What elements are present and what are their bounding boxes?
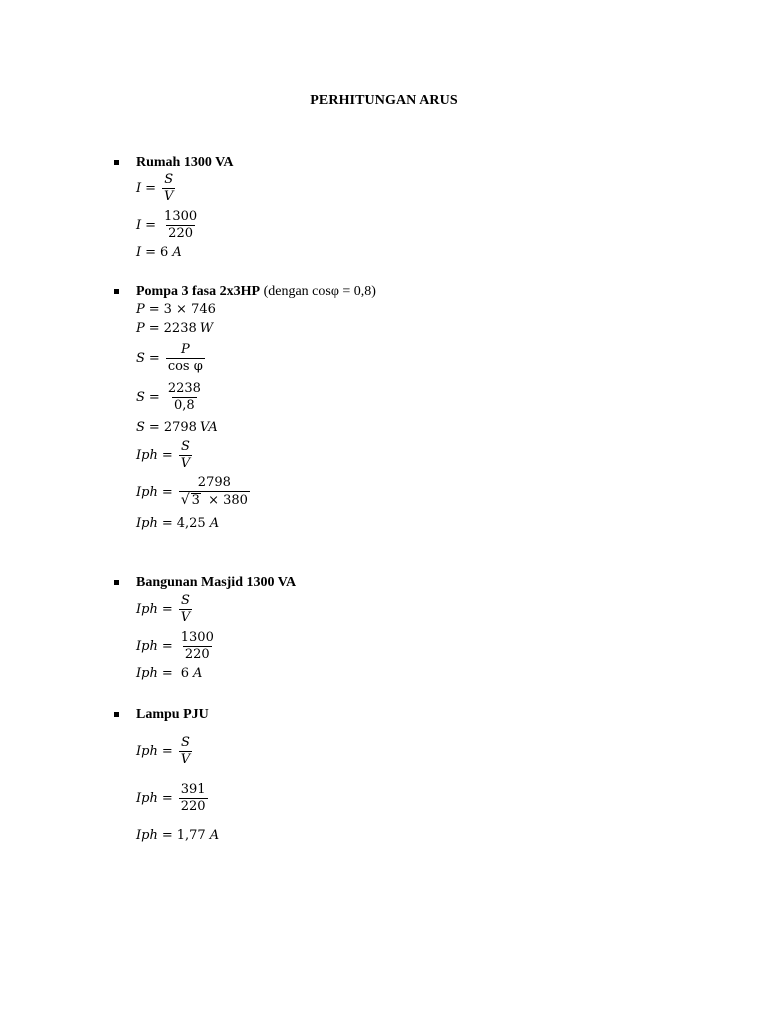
eq-value: 3 × 746 [163, 302, 216, 317]
numerator: S [180, 439, 190, 454]
equation-phase-current-substitution [136, 782, 208, 815]
equation-power-result [136, 321, 213, 336]
denominator: V [180, 752, 191, 767]
heading-text: Bangunan Masjid 1300 VA [136, 575, 297, 590]
section-heading [0, 706, 768, 724]
equation-apparent-result [136, 420, 218, 435]
heading-text: Pompa 3 fasa 2x3HP [136, 284, 261, 299]
equals-sign: = [148, 420, 160, 435]
eq-lhs: S [136, 351, 145, 366]
denominator: 220 [184, 647, 210, 662]
equation-apparent-formula [136, 342, 205, 375]
denominator: 0,8 [174, 398, 195, 413]
eq-value: 4,25 [176, 516, 206, 531]
denominator: V [180, 610, 191, 625]
bullet-icon [114, 289, 119, 294]
equals-sign: = [145, 245, 157, 260]
eq-unit: W [199, 321, 214, 336]
denominator [179, 491, 250, 509]
eq-lhs: S [136, 390, 145, 405]
numerator: 2798 [197, 475, 231, 490]
section-pju [0, 706, 768, 724]
equals-sign: = [145, 181, 157, 196]
bullet-icon [114, 712, 119, 717]
eq-unit: A [172, 245, 182, 260]
fraction [162, 209, 199, 242]
eq-lhs: Iph [136, 448, 158, 463]
denominator-rest: × 380 [208, 493, 248, 508]
equation-phase-current-substitution [136, 630, 216, 663]
equals-sign: = [161, 666, 173, 681]
fraction [179, 593, 192, 626]
equals-sign: = [161, 828, 173, 843]
denominator: 220 [168, 226, 193, 241]
fraction [179, 475, 250, 509]
section-pompa [0, 283, 768, 301]
section-masjid [0, 574, 768, 592]
bullet-icon [114, 580, 119, 585]
equals-sign: = [161, 791, 173, 806]
eq-lhs: Iph [136, 791, 158, 806]
fraction [179, 630, 216, 663]
eq-value: 2798 [163, 420, 197, 435]
eq-value: 1,77 [176, 828, 206, 843]
radicand: 3 [191, 493, 200, 508]
heading-text: Lampu PJU [136, 707, 209, 722]
bullet-icon [114, 160, 119, 165]
equation-phase-current-formula [136, 735, 192, 768]
numerator: 391 [180, 782, 206, 797]
equals-sign: = [148, 321, 160, 336]
numerator: S [180, 735, 190, 750]
equals-sign: = [148, 302, 160, 317]
numerator: S [180, 593, 190, 608]
eq-unit: A [209, 516, 220, 531]
equals-sign: = [148, 390, 160, 405]
eq-value: 2238 [163, 321, 197, 336]
section-heading [0, 154, 768, 172]
fraction [179, 735, 192, 768]
section-heading [0, 283, 768, 301]
equals-sign: = [161, 602, 173, 617]
eq-unit: A [209, 828, 220, 843]
eq-lhs: Iph [136, 666, 158, 681]
numerator: P [180, 342, 190, 357]
eq-lhs: I [136, 218, 142, 233]
equation-phase-current-result [136, 828, 219, 843]
eq-value: 6 [160, 245, 169, 260]
equals-sign: = [161, 484, 173, 500]
section-rumah [0, 154, 768, 172]
eq-lhs: Iph [136, 516, 158, 531]
equals-sign: = [161, 448, 173, 463]
denominator: V [180, 456, 191, 471]
equals-sign: = [161, 516, 173, 531]
page-title: PERHITUNGAN ARUS [310, 93, 458, 108]
numerator: 2238 [167, 381, 201, 396]
eq-lhs: Iph [136, 602, 158, 617]
eq-lhs: P [136, 302, 145, 317]
eq-unit: VA [199, 420, 218, 435]
eq-lhs: I [136, 245, 142, 260]
eq-lhs: I [136, 181, 142, 196]
equation-apparent-substitution [136, 381, 203, 414]
fraction [166, 381, 203, 414]
heading-text: Rumah 1300 VA [136, 155, 234, 170]
denominator: 220 [180, 799, 206, 814]
eq-lhs: P [136, 321, 145, 336]
equation-phase-current-formula [136, 593, 192, 626]
equation-current-substitution [136, 209, 199, 242]
equals-sign: = [145, 218, 157, 233]
equation-power-formula [136, 302, 216, 317]
equals-sign: = [161, 639, 173, 654]
eq-unit: A [193, 666, 203, 681]
equation-phase-current-substitution [136, 475, 250, 509]
eq-lhs: S [136, 420, 145, 435]
denominator: cos φ [167, 359, 203, 374]
numerator: 1300 [164, 209, 198, 224]
numerator: S [164, 172, 174, 187]
denominator: V [164, 189, 174, 204]
section-heading [0, 574, 768, 592]
eq-lhs: Iph [136, 744, 158, 759]
eq-lhs: Iph [136, 828, 158, 843]
fraction [162, 172, 175, 205]
eq-lhs: Iph [136, 484, 158, 500]
numerator: 1300 [180, 630, 214, 645]
equation-phase-current-formula [136, 439, 192, 472]
equation-current-formula [136, 172, 175, 205]
eq-lhs: Iph [136, 639, 158, 654]
fraction [179, 782, 208, 815]
equation-phase-current-result [136, 666, 202, 681]
eq-value: 6 [180, 666, 190, 681]
fraction [166, 342, 205, 375]
equals-sign: = [148, 351, 160, 366]
fraction [179, 439, 192, 472]
equation-current-result [136, 245, 182, 260]
square-root-icon: √ 3 [180, 492, 200, 508]
equation-phase-current-result [136, 516, 219, 531]
equals-sign: = [161, 744, 173, 759]
heading-note: (dengan cosφ = 0,8) [263, 284, 376, 299]
